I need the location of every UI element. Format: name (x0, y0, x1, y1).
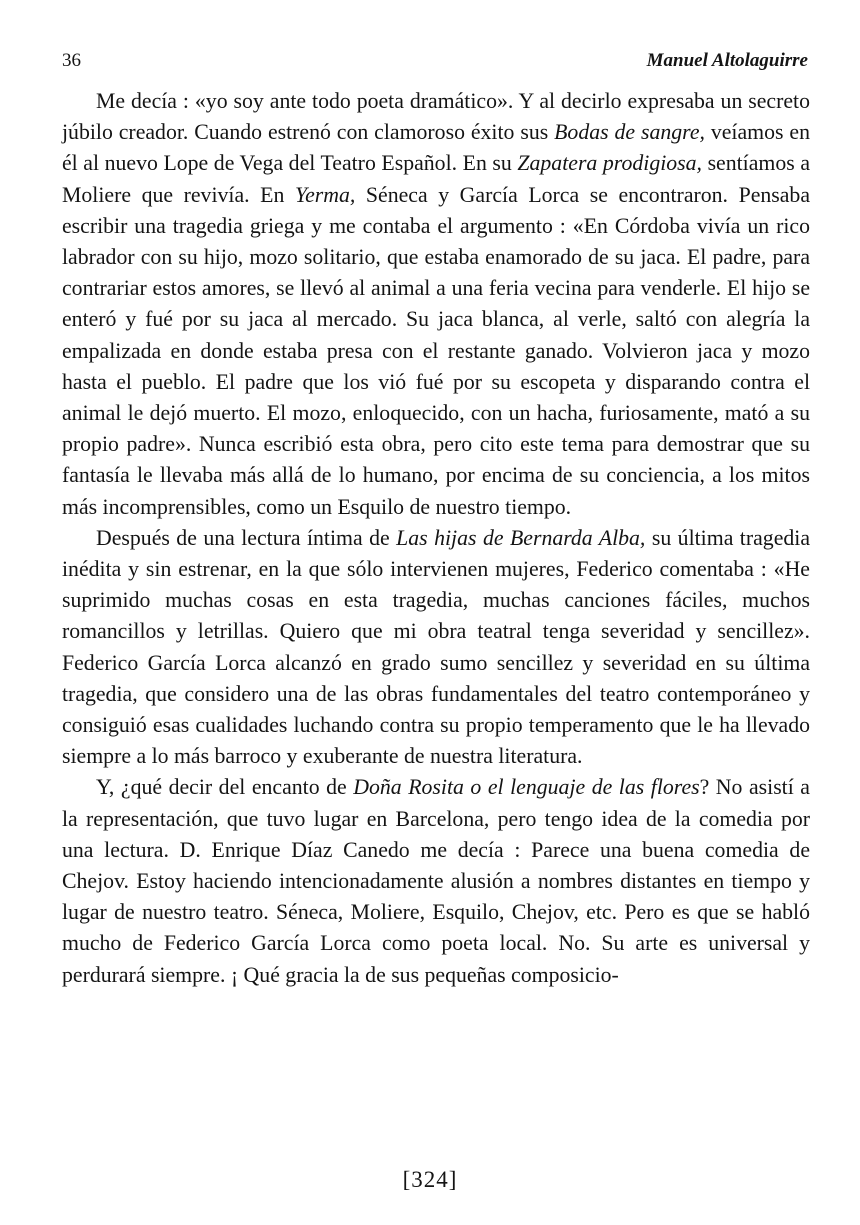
page-number: 36 (62, 50, 81, 71)
text-segment: su última tragedia inédita y sin estrenar, en la que sólo intervienen mujeres, Federico comentaba : «He suprimido muchas cosas en esta tragedia, muchas canciones fáciles, muchos romancillos y letrillas. Quiero que mi obra teatral tenga severidad y sencillez». Federico García Lorca alcanzó en grado sumo sencillez y severidad en su última tragedia, que considero una de las obras fundamentales del teatro contemporáneo y consiguió esas cualidades luchando contra su propio temperamento que le ha llevado siempre a lo más barroco y exuberante de nuestra literatura. (62, 525, 811, 769)
paragraph-1 (62, 86, 810, 523)
italic-title: Zapatera prodigiosa, (517, 151, 702, 176)
text-segment: Y, ¿qué decir del encanto de (96, 775, 354, 800)
text-segment: Después de una lectura íntima de (96, 525, 397, 550)
text-segment: sentíamos a Moliere que revivía. En (62, 151, 810, 207)
text-segment: ? No asistí a la representación, que tuvo lugar en Barcelona, pero tengo idea de la comedia por una lectura. D. Enrique Díaz Canedo me decía : Parece una buena comedia de Chejov. Estoy haciendo intencionadamente alusión a nombres distantes en tiempo y lugar de nuestro teatro. Séneca, Moliere, Esquilo, Chejov, etc. Pero es que se habló mucho de Federico García Lorca como poeta local. No. Su arte es universal y perdurará siempre. ¡ Qué gracia la de sus pequeñas composicio- (62, 775, 810, 987)
body-text (62, 86, 810, 991)
folio-number: [324] (402, 1167, 458, 1192)
italic-title: Bodas de sangre, (554, 120, 705, 145)
paragraph-3 (62, 772, 810, 990)
running-head: Manuel Altolaguirre (646, 50, 808, 71)
paragraph-2 (62, 523, 810, 773)
italic-title: Las hijas de Bernarda Alba, (396, 525, 646, 550)
italic-title: Yerma, (294, 182, 356, 207)
italic-title: Doña Rosita o el lenguaje de las flores (353, 775, 700, 800)
text-segment: Me decía : «yo soy ante todo poeta dramático». Y al decirlo expresaba un secreto júbilo creador. Cuando estrenó con clamoroso éxito sus (62, 89, 810, 145)
text-segment: veíamos en él al nuevo Lope de Vega del Teatro Español. En su (62, 120, 810, 176)
text-segment: Séneca y García Lorca se encontraron. Pensaba escribir una tragedia griega y me contaba el argumento : «En Córdoba vivía un rico labrador con su hijo, mozo solitario, que estaba enamorado de su jaca. El padre, para contrariar estos amores, se llevó al animal a una feria vecina para venderle. El hijo se enteró y fué por su jaca al mercado. Su jaca blanca, al verle, saltó con alegría la empalizada en donde estaba presa con el restante ganado. Volvieron jaca y mozo hasta el pueblo. El padre que los vió fué por su escopeta y disparando contra el animal le dejó muerto. El mozo, enloquecido, con un hacha, furiosamente, mató a su propio padre». Nunca escribió esta obra, pero cito este tema para demostrar que su fantasía le llevaba más allá de lo humano, por encima de su conciencia, a los mitos más incomprensibles, como un Esquilo de nuestro tiempo. (62, 182, 810, 519)
